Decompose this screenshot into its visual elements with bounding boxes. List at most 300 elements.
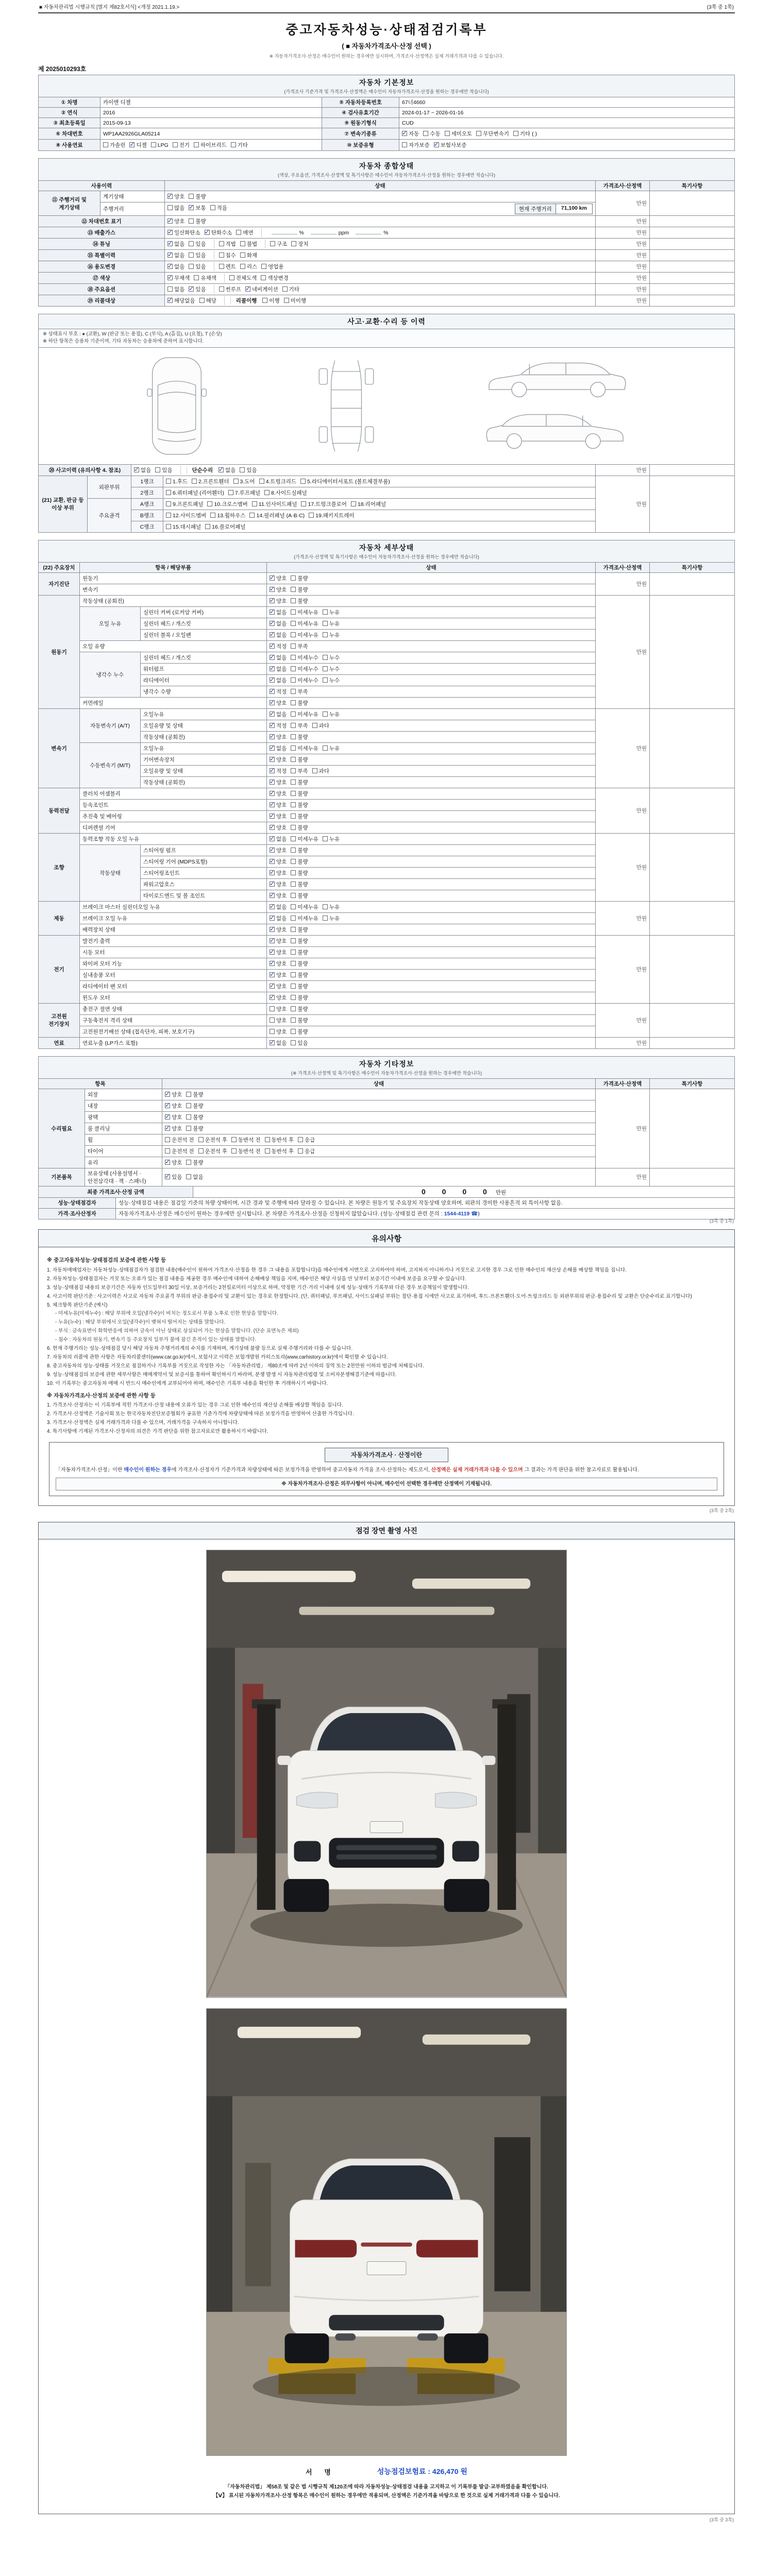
checkbox-option[interactable] [270, 642, 287, 650]
checkbox-option[interactable] [291, 960, 308, 968]
checkbox-option[interactable] [167, 251, 184, 259]
simple-repair-options [219, 466, 265, 474]
checkbox-option[interactable] [309, 512, 354, 519]
checkbox-option[interactable] [270, 574, 287, 582]
checkbox-label: 13.휠하우스 [217, 512, 246, 519]
checkbox-option[interactable] [291, 801, 308, 809]
checkbox-option[interactable] [270, 778, 287, 786]
checkbox-option[interactable] [291, 597, 308, 605]
checkbox-option[interactable] [167, 297, 195, 304]
main-option-label: ⑱ 주요옵션 [39, 284, 165, 295]
checkbox-option[interactable] [323, 620, 340, 628]
checkbox-option[interactable] [167, 274, 190, 282]
checkbox-option[interactable] [165, 1136, 194, 1144]
checkbox-option[interactable] [291, 982, 308, 990]
checkbox-option[interactable] [259, 478, 296, 485]
checkbox-option[interactable] [291, 835, 318, 843]
checkbox-option[interactable] [167, 229, 200, 236]
checkbox-option[interactable] [291, 620, 318, 628]
checkbox-option[interactable] [167, 240, 184, 248]
checkbox-option[interactable] [265, 1147, 294, 1155]
checkbox-label: 불량 [297, 892, 308, 899]
checkbox-option[interactable] [323, 903, 340, 911]
checkbox-option[interactable] [270, 824, 287, 832]
unchecked-checkbox-icon [261, 264, 266, 269]
unchecked-checkbox-icon [189, 218, 194, 224]
transmission-options [399, 128, 735, 140]
checkbox-label: 양호 [276, 1017, 287, 1024]
note-cell [649, 464, 734, 476]
note-cell [649, 250, 734, 261]
note-cell [650, 901, 735, 935]
unchecked-checkbox-icon [291, 814, 296, 819]
checkbox-option[interactable] [194, 274, 216, 282]
unchecked-checkbox-icon [236, 230, 241, 235]
checkbox-option[interactable] [423, 130, 440, 138]
checkbox-label: 누유 [329, 904, 340, 910]
checkbox-label: 디젤 [136, 142, 147, 148]
unchecked-checkbox-icon [291, 791, 296, 796]
checkbox-option[interactable] [151, 142, 169, 148]
checkbox-option[interactable] [165, 1147, 194, 1155]
checkbox-label: 불량 [297, 779, 308, 786]
checkbox-option[interactable] [270, 733, 287, 741]
state-options [267, 833, 596, 844]
checkbox-option[interactable] [165, 1125, 182, 1132]
checkbox-option[interactable] [291, 586, 308, 594]
checkbox-option[interactable] [270, 688, 287, 696]
state-options [267, 686, 596, 697]
checkbox-option[interactable] [291, 642, 308, 650]
checkbox-option[interactable] [236, 229, 253, 236]
checkbox-option[interactable] [282, 285, 299, 293]
checkbox-option[interactable] [291, 914, 318, 922]
checkbox-label: 없음 [276, 677, 287, 684]
item-label: 윈도우 모터 [80, 992, 267, 1003]
checkbox-option[interactable] [291, 903, 318, 911]
checkbox-option[interactable] [186, 1091, 203, 1098]
checkbox-option[interactable] [270, 982, 287, 990]
unchecked-checkbox-icon [291, 587, 296, 592]
price-cell: 만원 [596, 935, 650, 1003]
checkbox-option[interactable] [165, 1113, 182, 1121]
item-label: 내장 [85, 1100, 162, 1111]
checkbox-option[interactable] [165, 1173, 182, 1181]
checkbox-label: 색상변경 [267, 275, 289, 281]
checkbox-option[interactable] [291, 1005, 308, 1013]
checkbox-option[interactable] [323, 835, 340, 843]
checked-checkbox-icon [270, 882, 275, 887]
checkbox-option[interactable] [189, 204, 206, 212]
checkbox-option[interactable] [219, 285, 241, 293]
emission-blank-hc[interactable] [311, 229, 337, 234]
checkbox-option[interactable] [291, 654, 318, 662]
checkbox-option[interactable] [270, 586, 287, 594]
checkbox-option[interactable] [323, 631, 340, 639]
checkbox-option[interactable] [270, 1039, 287, 1047]
group-basic-items: 기본품목 [39, 1168, 85, 1186]
checkbox-option[interactable] [291, 812, 308, 820]
checkbox-option[interactable] [173, 141, 190, 149]
checkbox-label: 불량 [297, 700, 308, 706]
checkbox-option[interactable] [291, 994, 308, 1002]
vin-mark-options [165, 216, 596, 227]
checkbox-option[interactable] [270, 722, 287, 730]
checkbox-option[interactable] [189, 263, 206, 270]
checkbox-option[interactable] [198, 1147, 228, 1155]
note-cell [649, 261, 734, 273]
checkbox-option[interactable] [291, 824, 308, 832]
item-label: 등속조인트 [80, 799, 267, 810]
footer-statement-2: 【Ⅴ】 표시된 자동차가격조사·산정 항목은 매수인이 원하는 경우에만 적용되며, 산정액은 기준가격을 바탕으로 한 것으로 실제 거래가격과 다를 수 있습니다. [213, 2493, 560, 2499]
checkbox-option[interactable] [291, 744, 318, 752]
unchecked-checkbox-icon [513, 131, 518, 136]
checkbox-option[interactable] [233, 478, 255, 485]
signature-row [39, 2466, 734, 2477]
checkbox-option[interactable] [270, 710, 287, 718]
checkbox-option[interactable] [270, 240, 287, 248]
checkbox-option[interactable] [186, 1159, 203, 1166]
checkbox-option[interactable] [270, 994, 287, 1002]
checkbox-option[interactable] [219, 263, 236, 270]
checkbox-option[interactable] [198, 1136, 228, 1144]
checkbox-option[interactable] [291, 948, 308, 956]
notice-item [55, 1336, 726, 1344]
unchecked-checkbox-icon [291, 972, 296, 977]
checkbox-option[interactable] [219, 240, 236, 248]
checkbox-option[interactable] [261, 263, 283, 270]
checkbox-option[interactable] [228, 489, 260, 497]
note-cell [649, 227, 734, 239]
checkbox-option[interactable] [167, 285, 184, 293]
checkbox-option[interactable] [240, 240, 257, 248]
checkbox-option[interactable] [194, 141, 227, 149]
checkbox-option[interactable] [291, 971, 308, 979]
checkbox-option[interactable] [513, 130, 537, 138]
notice-item-text: 4. 특기사항에 기재된 가격조사·산정자의 의견은 가격 판단을 위한 참고자료로만 활용하시기 바랍니다. [47, 1429, 268, 1435]
accident-history-options [134, 466, 181, 474]
checkbox-option[interactable] [270, 767, 287, 775]
checkbox-option[interactable] [270, 801, 287, 809]
checkbox-option[interactable] [323, 654, 340, 662]
checkbox-option[interactable] [476, 130, 509, 138]
checkbox-option[interactable] [323, 744, 340, 752]
checkbox-option[interactable] [291, 665, 318, 673]
checkbox-option[interactable] [270, 620, 287, 628]
checkbox-option[interactable] [312, 767, 329, 775]
document-number: 제 2025010293호 [38, 65, 87, 73]
checkbox-option[interactable] [270, 597, 287, 605]
checkbox-option[interactable] [270, 846, 287, 854]
state-options [267, 584, 596, 595]
checkbox-option[interactable] [167, 193, 184, 200]
checkbox-option[interactable] [301, 500, 346, 508]
checkbox-option[interactable] [291, 676, 318, 684]
checkbox-option[interactable] [165, 1091, 182, 1098]
unchecked-checkbox-icon [210, 513, 215, 518]
checkbox-option[interactable] [291, 880, 308, 888]
checkbox-option[interactable] [155, 466, 172, 474]
checkbox-option[interactable] [167, 263, 184, 270]
checkbox-label: 불량 [297, 598, 308, 604]
checkbox-option[interactable] [270, 665, 287, 673]
checkbox-label: 양호 [276, 824, 287, 831]
checkbox-option[interactable] [270, 858, 287, 866]
checkbox-label: 미세누유 [297, 915, 318, 922]
checkbox-option[interactable] [270, 971, 287, 979]
checkbox-option[interactable] [270, 948, 287, 956]
checkbox-option[interactable] [270, 1016, 287, 1024]
checkbox-option[interactable] [270, 937, 287, 945]
subgroup-steering-work: 작동상태 [80, 844, 141, 901]
price-cell: 만원 [595, 464, 649, 476]
checkbox-label: 없음 [276, 836, 287, 842]
checkbox-option[interactable] [270, 903, 287, 911]
checkbox-label: 불량 [193, 1103, 204, 1109]
checkbox-option[interactable] [323, 665, 340, 673]
checkbox-label: 없음 [276, 666, 287, 672]
checkbox-option[interactable] [262, 297, 279, 304]
checkbox-label: 4.트렁크리드 [265, 478, 297, 485]
checkbox-option[interactable] [291, 574, 308, 582]
checkbox-option[interactable] [298, 1136, 315, 1144]
checkbox-option[interactable] [270, 892, 287, 900]
color-label: ⑰ 색상 [39, 273, 165, 284]
checkbox-label: 전기 [179, 142, 190, 148]
unchecked-checkbox-icon [476, 131, 481, 136]
note-cell [650, 708, 735, 788]
item-label: 외장 [85, 1089, 162, 1100]
checkbox-option[interactable] [165, 1102, 182, 1110]
unchecked-checkbox-icon [291, 938, 296, 943]
checkbox-option[interactable] [219, 466, 236, 474]
usage-options [167, 262, 214, 271]
checkbox-option[interactable] [291, 858, 308, 866]
checkbox-option[interactable] [231, 1147, 261, 1155]
unchecked-checkbox-icon [259, 479, 264, 484]
checkbox-label: 불량 [297, 802, 308, 808]
checkbox-option[interactable] [189, 217, 206, 225]
checked-checkbox-icon [165, 1092, 170, 1097]
checkbox-option[interactable] [231, 1136, 261, 1144]
checkbox-option[interactable] [165, 1159, 182, 1166]
checkbox-option[interactable] [219, 251, 236, 259]
recall-done-options [262, 296, 314, 305]
checkbox-option[interactable] [186, 1125, 203, 1132]
checkbox-option[interactable] [270, 699, 287, 707]
final-price-unit: 만원 [495, 1189, 507, 1196]
checkbox-option[interactable] [291, 1039, 308, 1047]
checkbox-option[interactable] [270, 676, 287, 684]
state-options [267, 1037, 596, 1048]
checkbox-option[interactable] [291, 710, 318, 718]
checkbox-option[interactable] [323, 710, 340, 718]
checkbox-option[interactable] [323, 914, 340, 922]
unchecked-checkbox-icon [291, 666, 296, 671]
checkbox-option[interactable] [298, 1147, 315, 1155]
checked-checkbox-icon [270, 768, 275, 773]
checkbox-option[interactable] [270, 1028, 287, 1036]
checkbox-option[interactable] [166, 512, 206, 519]
item-label: 커먼레일 [80, 697, 267, 708]
checkbox-option[interactable] [402, 130, 419, 138]
checkbox-option[interactable] [186, 1102, 203, 1110]
checkbox-option[interactable] [291, 608, 318, 616]
checkbox-option[interactable] [210, 512, 245, 519]
checkbox-option[interactable] [291, 926, 308, 934]
item-label: 실린더 헤드 / 개스킷 [141, 618, 267, 629]
checkbox-option[interactable] [189, 193, 206, 200]
checkbox-option[interactable] [291, 733, 308, 741]
checkbox-option[interactable] [291, 767, 308, 775]
checkbox-option[interactable] [240, 466, 257, 474]
checkbox-option[interactable] [270, 835, 287, 843]
checkbox-option[interactable] [291, 722, 308, 730]
checkbox-option[interactable] [270, 926, 287, 934]
checked-checkbox-icon [167, 275, 173, 280]
checkbox-option[interactable] [167, 204, 184, 212]
checkbox-option[interactable] [189, 240, 206, 248]
checkbox-label: 양호 [276, 1028, 287, 1035]
checkbox-option[interactable] [291, 869, 308, 877]
unchecked-checkbox-icon [194, 275, 199, 280]
checkbox-option[interactable] [270, 744, 287, 752]
checkbox-label: 적정 [276, 722, 287, 729]
checkbox-option[interactable] [402, 141, 430, 149]
checkbox-option[interactable] [284, 297, 306, 304]
model-year-label: ② 연식 [39, 108, 100, 118]
checkbox-label: 없음 [276, 609, 287, 616]
notice-item [47, 1402, 726, 1409]
checkbox-option[interactable] [270, 880, 287, 888]
checkbox-option[interactable] [265, 1136, 294, 1144]
emission-blank-smoke[interactable] [356, 229, 381, 234]
emission-blank-co[interactable] [272, 229, 297, 234]
checkbox-option[interactable] [270, 1005, 287, 1013]
checkbox-option[interactable] [103, 141, 125, 149]
checked-checkbox-icon [270, 938, 275, 943]
checkbox-option[interactable] [270, 960, 287, 968]
checkbox-option[interactable] [186, 1113, 203, 1121]
checkbox-option[interactable] [291, 240, 308, 248]
checkbox-option[interactable] [270, 654, 287, 662]
checkbox-option[interactable] [323, 676, 340, 684]
checkbox-option[interactable] [264, 489, 307, 497]
checkbox-option[interactable] [270, 608, 287, 616]
checkbox-option[interactable] [245, 285, 278, 293]
checkbox-option[interactable] [261, 274, 289, 282]
checkbox-option[interactable] [270, 756, 287, 764]
checkbox-option[interactable] [134, 466, 151, 474]
checkbox-option[interactable] [445, 130, 473, 138]
checkbox-label: 보통 [195, 205, 206, 211]
checkbox-option[interactable] [291, 846, 308, 854]
option-kind-options [219, 285, 307, 294]
checkbox-option[interactable] [192, 478, 229, 485]
checkbox-option[interactable] [291, 699, 308, 707]
checkbox-option[interactable] [249, 512, 305, 519]
checkbox-option[interactable] [240, 263, 257, 270]
checkbox-option[interactable] [323, 608, 340, 616]
support-phone[interactable]: 1544-4119 ☎ [444, 1210, 478, 1217]
checkbox-option[interactable] [186, 1173, 203, 1181]
checkbox-option[interactable] [231, 141, 248, 149]
checkbox-option[interactable] [252, 500, 297, 508]
checkbox-option[interactable] [300, 478, 390, 485]
checkbox-option[interactable] [270, 812, 287, 820]
detail-note: (가격조사·산정액 및 특기사항은 매수인이 자동차가격조사·산정을 원하는 경우에만 적습니다) [294, 554, 479, 560]
tuning-legal-options [219, 240, 266, 248]
unchecked-checkbox-icon [186, 1092, 191, 1097]
checkbox-option[interactable] [291, 1028, 308, 1036]
checkbox-option[interactable] [210, 204, 227, 212]
checked-checkbox-icon [165, 1103, 170, 1108]
checkbox-option[interactable] [189, 285, 206, 293]
checkbox-option[interactable] [291, 778, 308, 786]
extra-section-head [39, 1056, 735, 1078]
checkbox-option[interactable] [351, 500, 386, 508]
state-options [267, 788, 596, 799]
item-label: 라디에이터 [141, 674, 267, 686]
checkbox-option[interactable] [270, 869, 287, 877]
checkbox-label: 미세누유 [297, 632, 318, 638]
checkbox-option[interactable] [166, 489, 224, 497]
price-cell: 만원 [596, 708, 650, 788]
checked-checkbox-icon [270, 870, 275, 875]
rankA-label: A랭크 [131, 498, 163, 510]
checkbox-option[interactable] [205, 229, 232, 236]
checked-checkbox-icon [129, 142, 135, 147]
checkbox-option[interactable] [291, 688, 308, 696]
rank2-options [163, 487, 596, 498]
checkbox-option[interactable] [312, 722, 329, 730]
checkbox-option[interactable] [166, 500, 203, 508]
checkbox-option[interactable] [291, 1016, 308, 1024]
checkbox-option[interactable] [291, 937, 308, 945]
checkbox-label: 없음 [141, 467, 152, 473]
checkbox-option[interactable] [166, 478, 188, 485]
checkbox-option[interactable] [270, 790, 287, 798]
checkbox-option[interactable] [291, 790, 308, 798]
checkbox-option[interactable] [167, 217, 184, 225]
checkbox-option[interactable] [199, 297, 216, 304]
notice-item-text: 1. 자동차매매업자는 자동차성능·상태점검자가 점검한 내용(매수인이 원하여 가격조사·산정을 한 경우 그 내용을 포함합니다)을 매수인에게 서면으로 고지하여야 하며, 고지하지 아니하거나 거짓으로 고지한 경우 그로 인한 매수인의 재산상 손해를 배상할 책임을 집니다. [47, 1267, 627, 1273]
checkbox-option[interactable] [166, 523, 201, 531]
unchecked-checkbox-icon [291, 882, 296, 887]
unchecked-checkbox-icon [323, 904, 328, 909]
checkbox-option[interactable] [270, 631, 287, 639]
checkbox-label: 장치 [298, 241, 309, 247]
checkbox-label: 불량 [297, 575, 308, 582]
checkbox-option[interactable] [229, 274, 257, 282]
checkbox-label: 부족 [297, 768, 308, 774]
price-cell: 만원 [596, 833, 650, 901]
unchecked-checkbox-icon [192, 479, 197, 484]
state-options [162, 1100, 596, 1111]
checkbox-option[interactable] [189, 251, 206, 259]
checkbox-option[interactable] [129, 141, 146, 149]
checkbox-option[interactable] [291, 892, 308, 900]
checkbox-option[interactable] [434, 141, 467, 149]
checkbox-option[interactable] [270, 914, 287, 922]
checkbox-label: 누유 [329, 836, 340, 842]
checkbox-option[interactable] [207, 500, 247, 508]
checkbox-option[interactable] [291, 756, 308, 764]
checkbox-option[interactable] [205, 523, 245, 531]
checkbox-option[interactable] [240, 251, 257, 259]
checkbox-option[interactable] [291, 631, 318, 639]
unchecked-checkbox-icon [186, 1126, 191, 1131]
